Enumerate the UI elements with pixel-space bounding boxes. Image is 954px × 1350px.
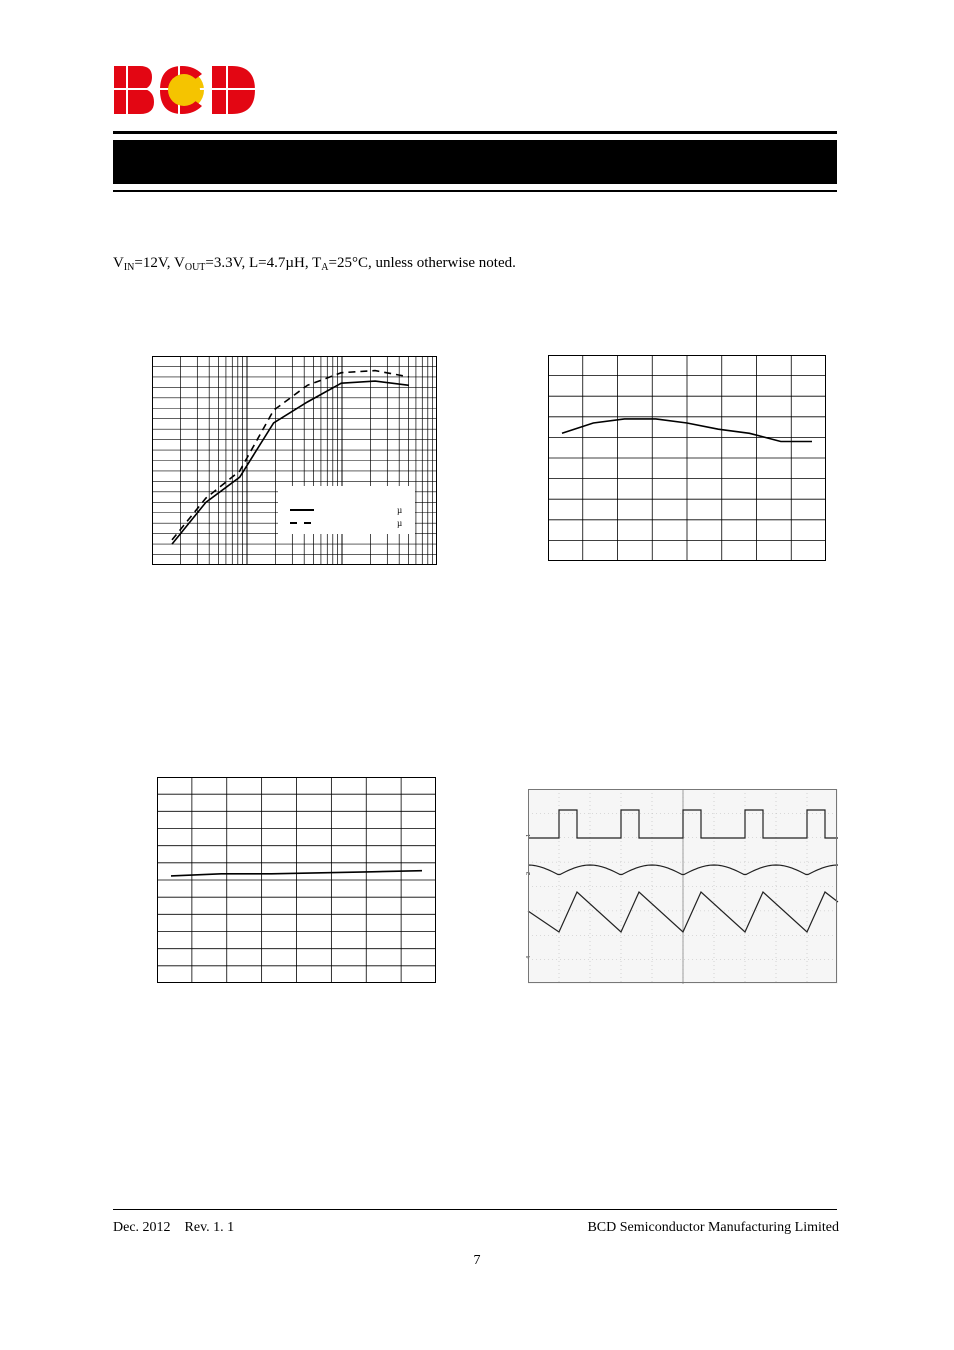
ch1-marker: 1	[526, 834, 532, 837]
ch2-marker: 2	[526, 872, 532, 875]
title-bar	[113, 140, 837, 184]
test-conditions: $V_{IN}=12V$, $V_{OUT}=3.3V$, L=4.7µH, $T_A=25^\circ C$, unless otherwise noted.	[113, 255, 516, 273]
regulation-chart	[157, 777, 437, 985]
header-rule-top	[113, 131, 837, 134]
scope-waveform	[528, 789, 838, 984]
ch4-marker: 4	[526, 956, 532, 959]
frequency-chart	[548, 355, 827, 563]
chart-grid	[548, 355, 826, 561]
legend-label-2: µ	[397, 518, 403, 528]
footer-rule	[113, 1209, 837, 1210]
chart-grid	[157, 777, 436, 983]
page-number: 7	[473, 1253, 481, 1268]
legend-label-1: µ	[397, 505, 403, 515]
efficiency-chart	[152, 356, 438, 566]
header-rule-bottom	[113, 190, 837, 192]
footer-date-rev: Dec. 2012 Rev. 1. 1	[113, 1220, 235, 1235]
footer-company: BCD Semiconductor Manufacturing Limited	[587, 1220, 839, 1235]
bcd-logo	[112, 64, 257, 116]
